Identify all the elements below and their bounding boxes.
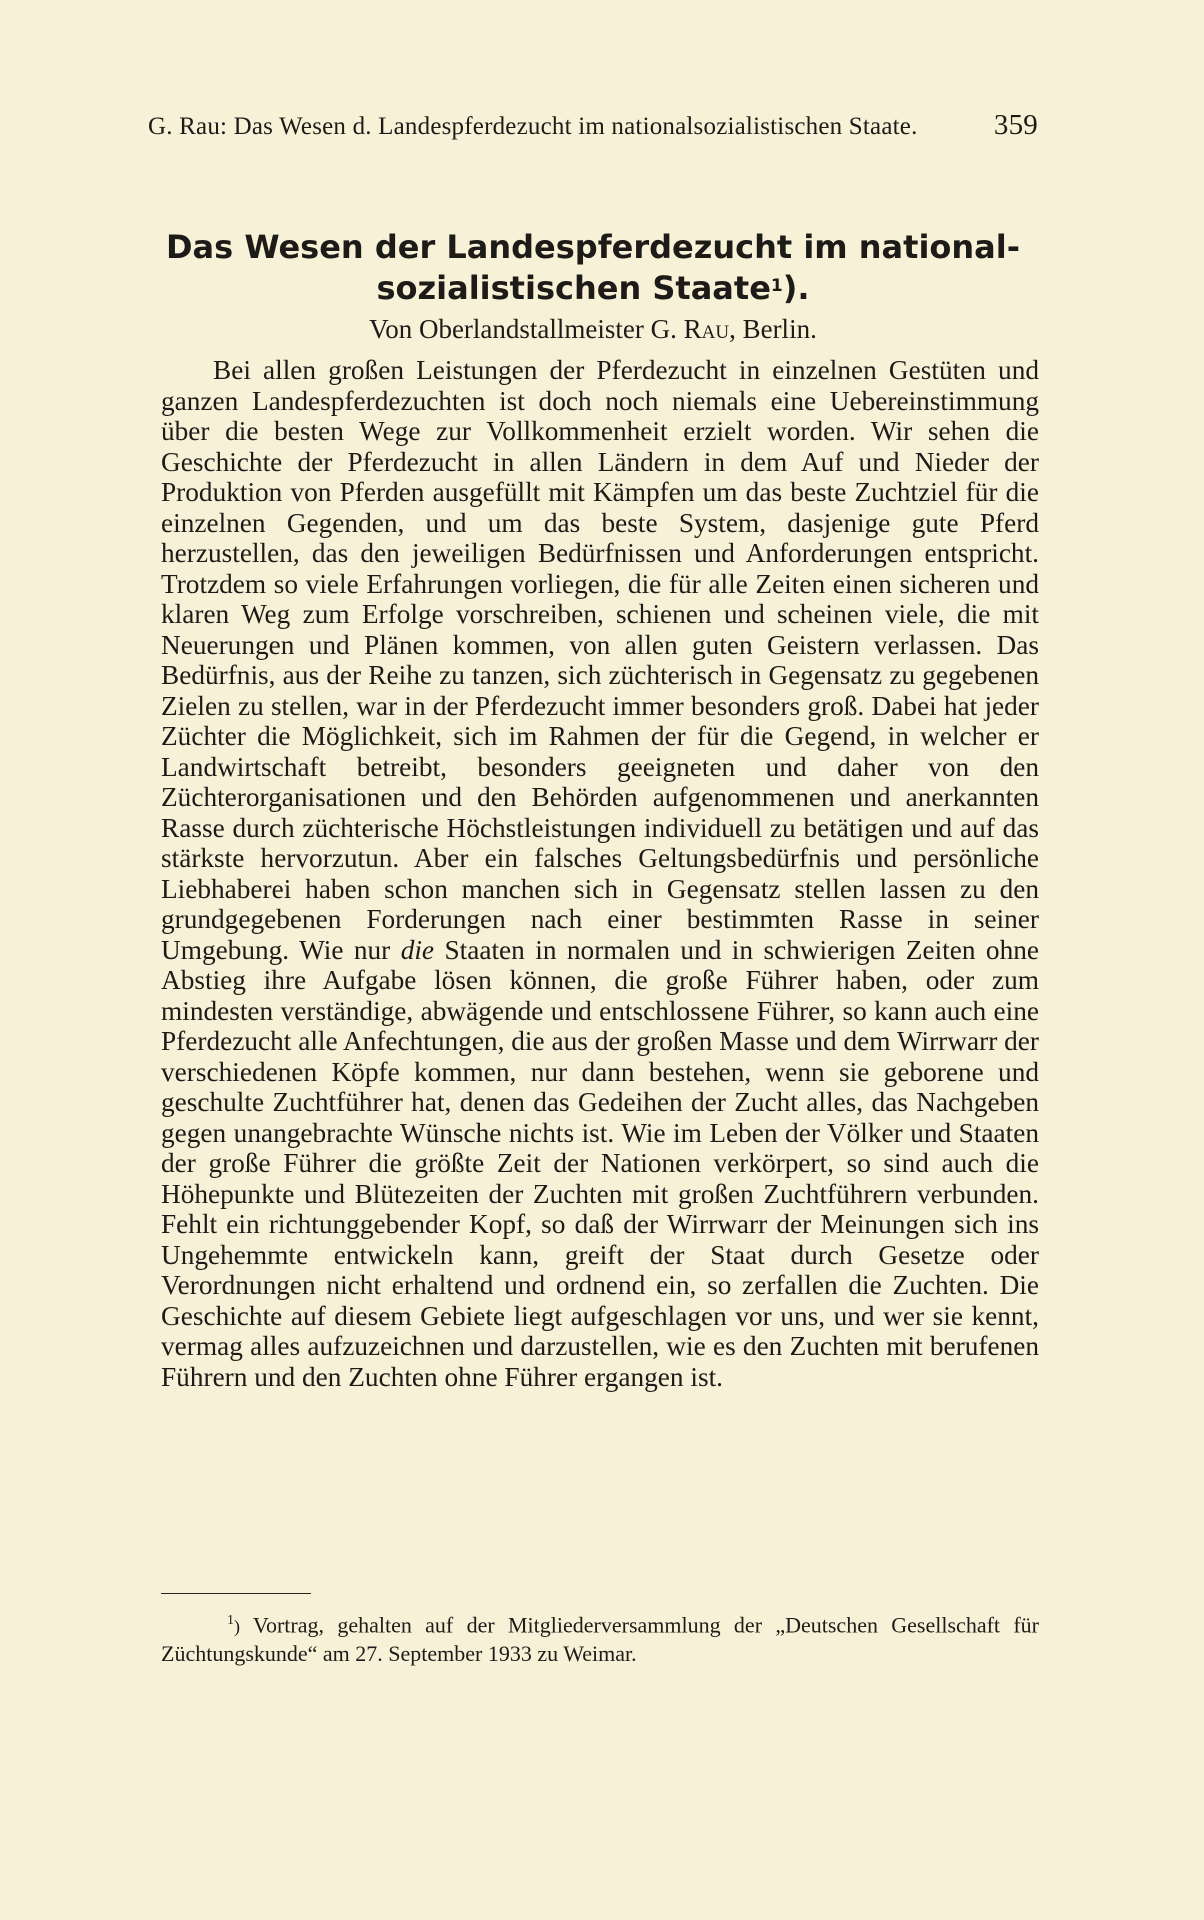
- footnote-text: Vortrag, gehalten auf der Mitgliederversammlung der „Deutschen Gesellschaft für Züchtungskunde“ am 27. September 1933 zu Weimar.: [161, 1612, 1039, 1667]
- author-name: Rau: [683, 314, 730, 344]
- footnote-mark-close: ): [234, 1616, 240, 1637]
- author-prefix: Von Oberlandstallmeister G.: [369, 314, 677, 344]
- author-line: [140, 314, 1046, 345]
- article-title: [140, 227, 1046, 309]
- article-body: [161, 355, 1039, 1392]
- body-text-part-2: Staaten in normalen und in schwierigen Zeiten ohne Abstieg ihre Aufgabe lösen können, die große Führer haben, oder zum mindesten verständige, abwägende und entschlossene Führer, so kann auch eine Pferdezucht alle Anfechtungen, die aus der großen Masse und dem Wirrwarr der verschiedenen Köpfe kommen, nur dann bestehen, wenn sie geborene und geschulte Zuchtführer hat, denen das Gedeihen der Zucht alles, das Nachgeben gegen unangebrachte Wünsche nichts ist. Wie im Leben der Völker und Staaten der große Führer die größte Zeit der Nationen verkörpert, so sind auch die Höhepunkte und Blütezeiten der Zuchten mit großen Zuchtführern verbunden. Fehlt ein richtunggebender Kopf, so daß der Wirrwarr der Meinungen sich ins Ungehemmte entwickeln kann, greift der Staat durch Gesetze oder Verordnungen nicht erhaltend und ordnend ein, so zerfallen die Zuchten. Die Geschichte auf diesem Gebiete liegt aufgeschlagen vor uns, und wer sie kennt, vermag alles aufzuzeichnen und darzustellen, wie es den Zuchten mit berufenen Führern und den Zuchten ohne Führer ergangen ist.: [161, 934, 1039, 1392]
- title-close: ).: [782, 269, 810, 307]
- title-line-2: [140, 268, 1046, 309]
- author-suffix: , Berlin.: [729, 314, 817, 344]
- footnote: [161, 1607, 1039, 1667]
- page-number: 359: [993, 109, 1038, 141]
- body-paragraph: [161, 355, 1039, 1392]
- body-emphasis: die: [400, 934, 435, 965]
- footnote-divider: [161, 1593, 311, 1594]
- body-text-part-1: Bei allen großen Leistungen der Pferdezucht in einzelnen Gestüten und ganzen Landespferdezuchten ist doch noch niemals eine Uebereinstimmung über die besten Wege zur Vollkommenheit erzielt worden. Wir sehen die Geschichte der Pferdezucht in allen Ländern in dem Auf und Nieder der Produktion von Pferden ausgefüllt mit Kämpfen um das beste Zuchtziel für die einzelnen Gegenden, und um das beste System, dasjenige gute Pferd herzustellen, das den jeweiligen Bedürfnissen und Anforderungen entspricht. Trotzdem so viele Erfahrungen vorliegen, die für alle Zeiten einen sicheren und klaren Weg zum Erfolge vorschreiben, schienen und scheinen viele, die mit Neuerungen und Plänen kommen, von allen guten Geistern verlassen. Das Bedürfnis, aus der Reihe zu tanzen, sich züchterisch in Gegensatz zu gegebenen Zielen zu stellen, war in der Pferdezucht immer besonders groß. Dabei hat jeder Züchter die Möglichkeit, sich im Rahmen der für die Gegend, in welcher er Landwirtschaft betreibt, besonders geeigneten und daher von den Züchterorganisationen und den Behörden aufgenommenen und anerkannten Rasse durch züchterische Höchstleistungen individuell zu betätigen und auf das stärkste hervorzutun. Aber ein falsches Geltungsbedürfnis und persönliche Liebhaberei haben schon manchen sich in Gegensatz stellen lassen zu den grundgegebenen Forderungen nach einer bestimmten Rasse in seiner Umgebung. Wie nur: [161, 355, 1039, 965]
- title-line-2-text: sozialistischen Staate: [376, 269, 771, 307]
- running-header: [148, 109, 1038, 141]
- title-line-1: Das Wesen der Landespferdezucht im national-: [165, 228, 1021, 266]
- running-title: G. Rau: Das Wesen d. Landespferdezucht im nationalsozialistischen Staate.: [148, 113, 918, 140]
- footnote-mark: 1: [227, 1613, 234, 1628]
- title-footnote-mark[interactable]: 1: [770, 276, 783, 296]
- footnote-paragraph: [161, 1607, 1039, 1667]
